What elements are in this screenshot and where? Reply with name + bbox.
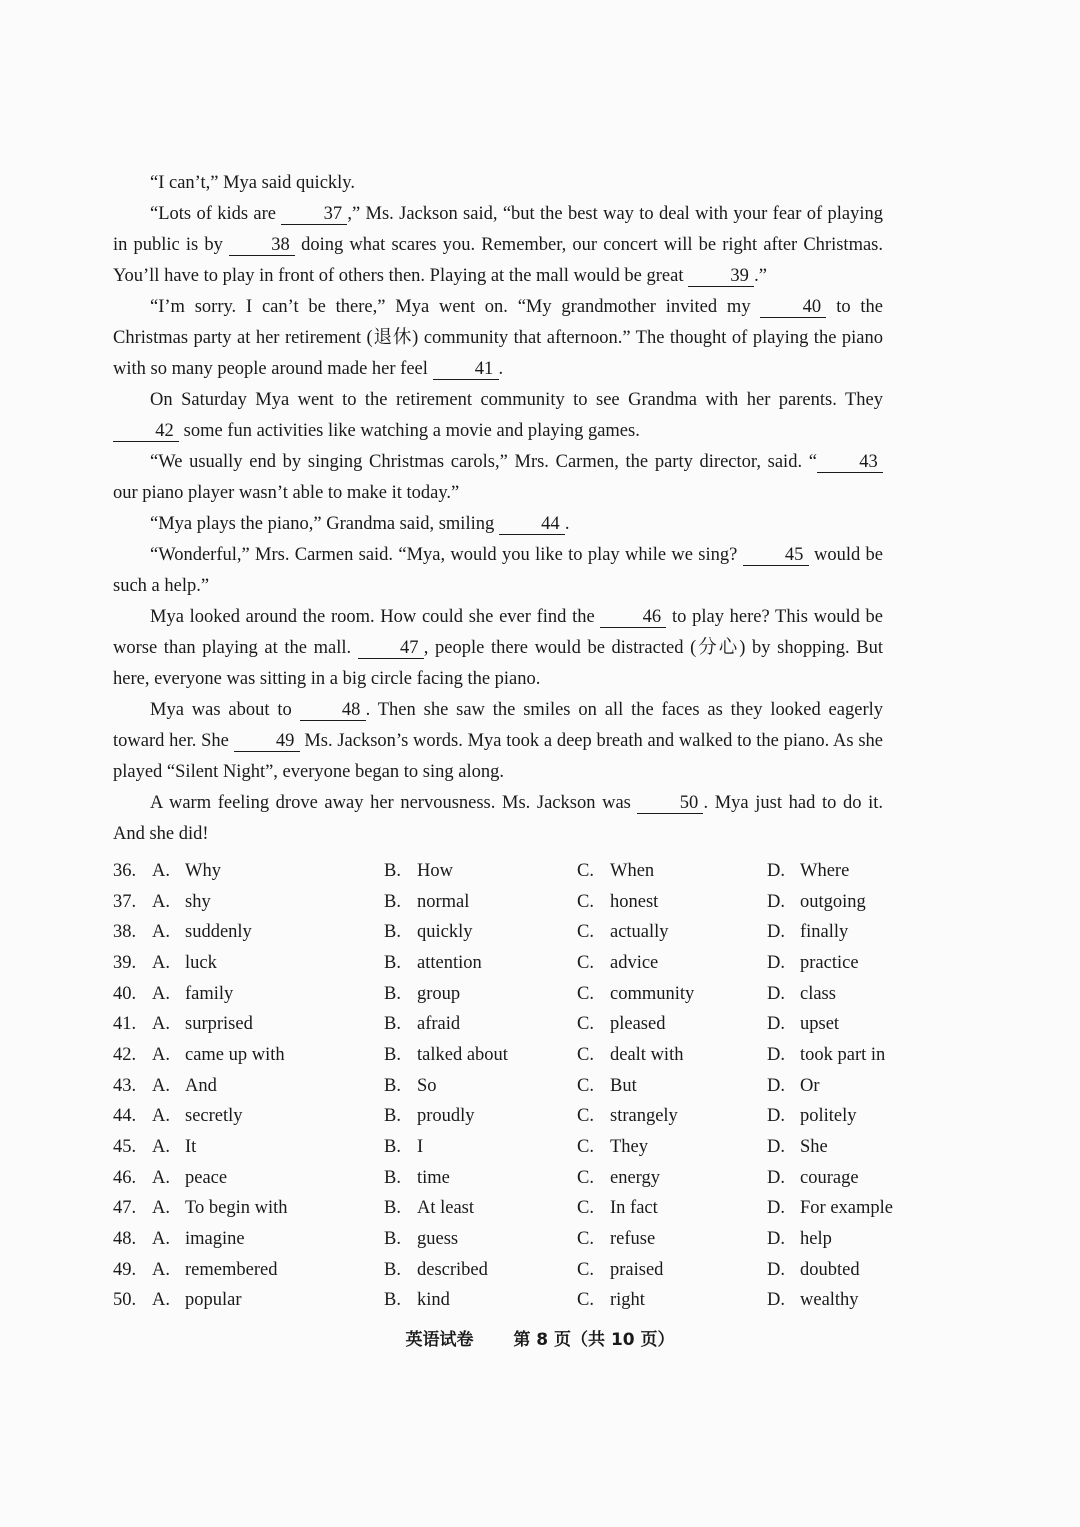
- option-letter: C.: [577, 1198, 594, 1219]
- option-text: advice: [610, 952, 659, 973]
- option-c: [577, 892, 767, 913]
- option-row: [113, 1224, 903, 1255]
- option-text: courage: [800, 1167, 859, 1188]
- option-letter: C.: [577, 952, 594, 973]
- option-letter: C.: [577, 1229, 594, 1250]
- option-letter: A.: [152, 891, 170, 912]
- option-text: quickly: [417, 922, 473, 943]
- option-text: Why: [185, 860, 221, 881]
- option-d: [767, 984, 903, 1005]
- question-number: 39.: [113, 952, 137, 973]
- option-text: refuse: [610, 1229, 656, 1250]
- option-letter: C.: [577, 1044, 594, 1065]
- option-letter: C.: [577, 983, 594, 1004]
- text-segment: , people there would be distracted (分心) by shopping. But here, everyone was sitting in a big circle facing the piano.: [113, 638, 883, 689]
- option-b: [384, 1290, 577, 1311]
- option-a: [152, 1106, 384, 1127]
- option-d: [767, 1076, 903, 1097]
- option-c: [577, 1229, 767, 1250]
- option-letter: C.: [577, 1075, 594, 1096]
- blank-41: 41: [433, 359, 499, 380]
- question-number: 47.: [113, 1198, 137, 1219]
- option-text: Where: [800, 860, 850, 881]
- option-d: [767, 953, 903, 974]
- option-letter: C.: [577, 1290, 594, 1311]
- option-text: At least: [417, 1198, 475, 1219]
- option-text: honest: [610, 891, 659, 912]
- option-a: [152, 1198, 384, 1219]
- option-text: described: [417, 1259, 488, 1280]
- option-text: right: [610, 1290, 645, 1311]
- option-letter: B.: [384, 922, 401, 943]
- option-letter: D.: [767, 922, 785, 943]
- option-row: [113, 887, 903, 918]
- option-text: wealthy: [800, 1290, 859, 1311]
- option-text: practice: [800, 952, 859, 973]
- text-segment: doing what scares you. Remember, our concert will be right after Christmas. You’ll have to play in front of others then. Playing at the mall would be great: [113, 235, 883, 286]
- option-text: How: [417, 860, 453, 881]
- cloze-passage: [113, 168, 883, 850]
- option-b: [384, 1076, 577, 1097]
- option-text: normal: [417, 891, 470, 912]
- paragraph-2: [113, 199, 883, 292]
- option-letter: D.: [767, 1137, 785, 1158]
- option-a: [152, 1076, 384, 1097]
- option-row: [113, 1194, 903, 1225]
- option-row: [113, 1102, 903, 1133]
- option-text: pleased: [610, 1014, 666, 1035]
- text-segment: would be such a help.”: [113, 545, 883, 596]
- option-letter: C.: [577, 891, 594, 912]
- option-letter: D.: [767, 1198, 785, 1219]
- option-letter: A.: [152, 1290, 170, 1311]
- option-c: [577, 861, 767, 882]
- blank-37: 37: [281, 204, 347, 225]
- option-letter: D.: [767, 891, 785, 912]
- question-number: 48.: [113, 1229, 137, 1250]
- option-letter: D.: [767, 1259, 785, 1280]
- option-b: [384, 1260, 577, 1281]
- option-letter: D.: [767, 1075, 785, 1096]
- option-text: group: [417, 983, 461, 1004]
- option-a: [152, 892, 384, 913]
- text-segment: “Wonderful,” Mrs. Carmen said. “Mya, would you like to play while we sing?: [150, 545, 743, 565]
- blank-43: 43: [817, 452, 883, 473]
- option-b: [384, 1106, 577, 1127]
- option-text: doubted: [800, 1259, 860, 1280]
- option-b: [384, 1045, 577, 1066]
- paragraph-1: “I can’t,” Mya said quickly.: [150, 173, 355, 193]
- option-letter: B.: [384, 1014, 401, 1035]
- option-text: It: [185, 1137, 197, 1158]
- option-d: [767, 1290, 903, 1311]
- option-letter: A.: [152, 1229, 170, 1250]
- option-letter: A.: [152, 1167, 170, 1188]
- option-a: [152, 1229, 384, 1250]
- blank-45: 45: [743, 545, 809, 566]
- option-text: So: [417, 1075, 437, 1096]
- option-letter: A.: [152, 1137, 170, 1158]
- option-letter: A.: [152, 1075, 170, 1096]
- option-b: [384, 953, 577, 974]
- blank-40: 40: [760, 297, 826, 318]
- option-letter: B.: [384, 1075, 401, 1096]
- option-a: [152, 1045, 384, 1066]
- option-letter: A.: [152, 860, 170, 881]
- text-segment: On Saturday Mya went to the retirement community to see Grandma with her parents. They: [150, 390, 883, 410]
- option-row: [113, 1132, 903, 1163]
- option-letter: C.: [577, 1137, 594, 1158]
- text-segment: to play here? This would be worse than playing at the mall.: [113, 607, 883, 658]
- option-row: [113, 1163, 903, 1194]
- option-letter: B.: [384, 860, 401, 881]
- option-text: proudly: [417, 1106, 475, 1127]
- option-row: [113, 948, 903, 979]
- paragraph-6: [113, 509, 883, 540]
- option-a: [152, 1290, 384, 1311]
- option-a: [152, 1168, 384, 1189]
- option-text: surprised: [185, 1014, 253, 1035]
- option-letter: A.: [152, 952, 170, 973]
- option-text: secretly: [185, 1106, 243, 1127]
- option-letter: C.: [577, 1167, 594, 1188]
- option-letter: A.: [152, 1014, 170, 1035]
- text-segment: .”: [754, 266, 767, 286]
- option-c: [577, 1198, 767, 1219]
- option-d: [767, 861, 903, 882]
- option-row: [113, 979, 903, 1010]
- option-b: [384, 922, 577, 943]
- option-letter: B.: [384, 1259, 401, 1280]
- option-d: [767, 1168, 903, 1189]
- option-d: [767, 1260, 903, 1281]
- question-number: 36.: [113, 860, 137, 881]
- option-text: kind: [417, 1290, 450, 1311]
- page-footer: [0, 1325, 1080, 1350]
- footer-page-number: 第 8 页（共 10 页）: [513, 1330, 675, 1350]
- blank-47: 47: [358, 638, 424, 659]
- text-segment: . Mya just had to do it. And she did!: [113, 793, 883, 844]
- blank-49: 49: [234, 731, 300, 752]
- option-letter: D.: [767, 983, 785, 1004]
- option-letter: D.: [767, 1229, 785, 1250]
- option-a: [152, 1014, 384, 1035]
- paragraph-4: [113, 385, 883, 447]
- text-segment: “Mya plays the piano,” Grandma said, smiling: [150, 514, 499, 534]
- text-segment: . Then she saw the smiles on all the faces as they looked eagerly toward her. She: [113, 700, 883, 751]
- option-text: I: [417, 1137, 424, 1158]
- option-letter: A.: [152, 983, 170, 1004]
- blank-44: 44: [499, 514, 565, 535]
- question-number: 41.: [113, 1014, 137, 1035]
- option-text: popular: [185, 1290, 242, 1311]
- option-text: When: [610, 860, 655, 881]
- option-row: [113, 1255, 903, 1286]
- question-number: 43.: [113, 1075, 137, 1096]
- option-letter: D.: [767, 1014, 785, 1035]
- question-number: 45.: [113, 1137, 137, 1158]
- text-segment: to the Christmas party at her retirement (退休) community that afternoon.” The thought of playing the piano with so many people around made her feel: [113, 297, 883, 379]
- option-row: [113, 1286, 903, 1317]
- option-text: luck: [185, 952, 217, 973]
- option-d: [767, 1198, 903, 1219]
- option-a: [152, 1137, 384, 1158]
- option-letter: B.: [384, 1106, 401, 1127]
- option-letter: A.: [152, 1106, 170, 1127]
- option-d: [767, 1045, 903, 1066]
- option-text: But: [610, 1075, 637, 1096]
- option-text: took part in: [800, 1044, 886, 1065]
- option-text: class: [800, 983, 836, 1004]
- text-segment: Mya looked around the room. How could she ever find the: [150, 607, 601, 627]
- option-text: remembered: [185, 1259, 278, 1280]
- option-c: [577, 922, 767, 943]
- option-c: [577, 1014, 767, 1035]
- option-text: dealt with: [610, 1044, 684, 1065]
- option-c: [577, 953, 767, 974]
- paragraph-5: [113, 447, 883, 509]
- question-number: 50.: [113, 1290, 137, 1311]
- option-d: [767, 892, 903, 913]
- option-text: help: [800, 1229, 832, 1250]
- option-letter: B.: [384, 1229, 401, 1250]
- option-text: attention: [417, 952, 482, 973]
- option-text: afraid: [417, 1014, 461, 1035]
- text-segment: “Lots of kids are: [150, 204, 282, 224]
- option-c: [577, 984, 767, 1005]
- paragraph-9: [113, 695, 883, 788]
- option-letter: B.: [384, 1290, 401, 1311]
- option-text: finally: [800, 922, 849, 943]
- option-letter: D.: [767, 1167, 785, 1188]
- option-text: shy: [185, 891, 211, 912]
- option-letter: A.: [152, 1044, 170, 1065]
- option-b: [384, 892, 577, 913]
- option-text: praised: [610, 1259, 664, 1280]
- option-letter: C.: [577, 860, 594, 881]
- option-letter: C.: [577, 1106, 594, 1127]
- option-text: To begin with: [185, 1198, 288, 1219]
- option-letter: C.: [577, 922, 594, 943]
- option-d: [767, 1137, 903, 1158]
- option-text: outgoing: [800, 891, 866, 912]
- option-text: imagine: [185, 1229, 245, 1250]
- option-letter: B.: [384, 1044, 401, 1065]
- text-segment: .: [498, 359, 504, 379]
- option-letter: A.: [152, 922, 170, 943]
- text-segment: “I’m sorry. I can’t be there,” Mya went on. “My grandmother invited my: [150, 297, 761, 317]
- option-b: [384, 1168, 577, 1189]
- question-number: 42.: [113, 1044, 137, 1065]
- option-text: She: [800, 1137, 828, 1158]
- paragraph-10: [113, 788, 883, 850]
- option-d: [767, 1106, 903, 1127]
- option-letter: D.: [767, 860, 785, 881]
- blank-42: 42: [113, 421, 179, 442]
- blank-38: 38: [229, 235, 295, 256]
- option-letter: D.: [767, 1106, 785, 1127]
- option-text: suddenly: [185, 922, 252, 943]
- option-row: [113, 1071, 903, 1102]
- option-b: [384, 1014, 577, 1035]
- text-segment: some fun activities like watching a movie and playing games.: [179, 421, 640, 441]
- option-b: [384, 1198, 577, 1219]
- question-number: 40.: [113, 983, 137, 1004]
- text-segment: Mya was about to: [150, 700, 300, 720]
- option-text: talked about: [417, 1044, 508, 1065]
- option-c: [577, 1137, 767, 1158]
- paragraph-3: [113, 292, 883, 385]
- question-number: 37.: [113, 891, 137, 912]
- option-letter: D.: [767, 952, 785, 973]
- option-text: came up with: [185, 1044, 285, 1065]
- text-segment: Ms. Jackson’s words. Mya took a deep breath and walked to the piano. As she played “Silent Night”, everyone began to sing along.: [113, 731, 883, 782]
- option-text: family: [185, 983, 234, 1004]
- question-number: 46.: [113, 1167, 137, 1188]
- text-segment: ,” Ms. Jackson said, “but the best way to deal with your fear of playing in public is by: [113, 204, 883, 255]
- option-a: [152, 984, 384, 1005]
- footer-subject: 英语试卷: [405, 1330, 474, 1350]
- option-letter: A.: [152, 1259, 170, 1280]
- option-letter: D.: [767, 1044, 785, 1065]
- paragraph-7: [113, 540, 883, 602]
- option-text: strangely: [610, 1106, 678, 1127]
- option-text: community: [610, 983, 695, 1004]
- text-segment: A warm feeling drove away her nervousness. Ms. Jackson was: [150, 793, 638, 813]
- option-b: [384, 861, 577, 882]
- option-c: [577, 1290, 767, 1311]
- option-text: politely: [800, 1106, 857, 1127]
- blank-50: 50: [637, 793, 703, 814]
- blank-48: 48: [300, 700, 366, 721]
- option-row: [113, 856, 903, 887]
- option-letter: B.: [384, 891, 401, 912]
- option-row: [113, 917, 903, 948]
- option-d: [767, 1014, 903, 1035]
- option-letter: A.: [152, 1198, 170, 1219]
- question-number: 49.: [113, 1259, 137, 1280]
- option-a: [152, 861, 384, 882]
- option-a: [152, 922, 384, 943]
- option-text: They: [610, 1137, 649, 1158]
- option-text: guess: [417, 1229, 459, 1250]
- option-b: [384, 1229, 577, 1250]
- option-letter: D.: [767, 1290, 785, 1311]
- option-text: Or: [800, 1075, 820, 1096]
- option-c: [577, 1260, 767, 1281]
- question-number: 44.: [113, 1106, 137, 1127]
- option-b: [384, 1137, 577, 1158]
- option-letter: B.: [384, 983, 401, 1004]
- option-letter: C.: [577, 1259, 594, 1280]
- text-segment: .: [564, 514, 570, 534]
- blank-46: 46: [600, 607, 666, 628]
- option-a: [152, 1260, 384, 1281]
- option-row: [113, 1040, 903, 1071]
- option-letter: B.: [384, 1137, 401, 1158]
- option-letter: C.: [577, 1014, 594, 1035]
- option-letter: B.: [384, 952, 401, 973]
- option-text: energy: [610, 1167, 660, 1188]
- option-b: [384, 984, 577, 1005]
- option-text: For example: [800, 1198, 893, 1219]
- option-d: [767, 1229, 903, 1250]
- option-c: [577, 1076, 767, 1097]
- text-segment: “We usually end by singing Christmas carols,” Mrs. Carmen, the party director, said. “: [150, 452, 817, 472]
- option-text: time: [417, 1167, 450, 1188]
- option-row: [113, 1009, 903, 1040]
- question-number: 38.: [113, 922, 137, 943]
- option-text: upset: [800, 1014, 840, 1035]
- option-text: In fact: [610, 1198, 658, 1219]
- option-d: [767, 922, 903, 943]
- option-letter: B.: [384, 1198, 401, 1219]
- option-text: And: [185, 1075, 217, 1096]
- paragraph-8: [113, 602, 883, 695]
- text-segment: our piano player wasn’t able to make it today.”: [113, 483, 460, 503]
- option-c: [577, 1045, 767, 1066]
- option-c: [577, 1106, 767, 1127]
- option-c: [577, 1168, 767, 1189]
- option-letter: B.: [384, 1167, 401, 1188]
- option-text: peace: [185, 1167, 228, 1188]
- option-text: actually: [610, 922, 669, 943]
- option-a: [152, 953, 384, 974]
- blank-39: 39: [688, 266, 754, 287]
- answer-options: [113, 856, 903, 1316]
